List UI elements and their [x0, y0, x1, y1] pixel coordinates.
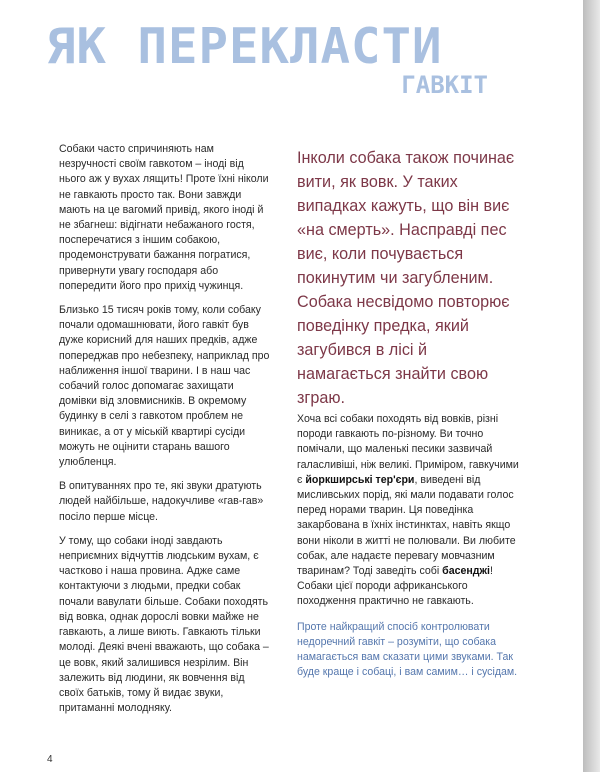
breed-yorkshire: йоркширські тер'єри [305, 473, 415, 486]
breeds-text-3: ! Собаки цієї породи африканського походження практично не гавкають. [297, 565, 493, 608]
paragraph-history: Близько 15 тисяч років тому, коли собаку почали одомашнювати, його гавкіт був дуже корисний для наших предків, адже попереджав про небезпеку, наприклад про наближення іншої тварини. І в наш час собачий голос допомагає захищати домівки від зловмисників. В окремому будинку в селі з гавкотом проблем не виникає, а от у міській квартирі сусіди можуть не оцінити старань вашого улюбленця. [59, 304, 270, 469]
breeds-text-1: Хоча всі собаки походять від вовків, різні породи гавкають по-різному. Ви точно помічали, що маленькі песики зазвичай галасливіші, ніж великі. Приміром, гавкучими є [297, 413, 519, 486]
breeds-text-2: , виведені від мисливських порід, які мали подавати голос перед норами тварин. Ця поведінка закарбована в їхніх інстинктах, навіть якщо вони ніколи в житті не полювали. Ви любите собак, але надаєте перевагу мовчазним тваринам? Тоді заведіть собі [297, 473, 516, 578]
page-edge [583, 0, 600, 772]
right-column [297, 146, 519, 680]
paragraph-breeds [297, 412, 519, 610]
page-subtitle: ГАВКІТ [401, 71, 488, 99]
paragraph-intro: Собаки часто спричиняють нам незручності своїм гавкотом – іноді від нього аж у вухах лящить! Проте їхні ніколи не гавкають просто так. Вони завжди мають на це вагомий привід, якого іноді й не збагнеш: відігнати небажаного гостя, посперечатися з іншим собакою, продемонструвати бажання погратися, привернути увагу господаря або попередити його про прихід чужинця. [59, 143, 269, 292]
page-title: ЯК ПЕРЕКЛАСТИ [46, 18, 443, 75]
page-number: 4 [47, 754, 53, 765]
left-column [59, 142, 271, 725]
tip-text: Проте найкращий спосіб контролювати недоречний гавкіт – розуміти, що собака намагається вам сказати цими звуками. Так буде краще і собаці, і вам самим… і сусідам. [297, 620, 518, 679]
highlight-text: Інколи собака також починає вити, як вовк. У таких випадках кажуть, що він виє «на смерть». Насправді пес виє, коли почувається покинутим чи загубленим. Собака несвідомо повторює поведінку предка, який загубився в лісі й намагається знайти свою зграю. [297, 149, 515, 407]
breed-basenji: басенджі [442, 565, 490, 578]
paragraph-survey: В опитуваннях про те, які звуки дратують людей найбільше, надокучливе «гав-гав» посіло перше місце. [59, 480, 264, 523]
paragraph-wolves: У тому, що собаки іноді завдають неприємних відчуттів людським вухам, є частково і наша провина. Адже саме контактуючи з людьми, предки собак почали вавулати більше. Собаки походять від вовка, однак дорослі вовки майже не гавкають, а лише виють. Гавкають тільки молоді. Деякі вчені вважають, що собака – це вовк, який залишився незрілим. Він залежить від людини, як вовчення від своїх батьків, тому й видає звуки, притаманні молодняку. [59, 534, 269, 715]
